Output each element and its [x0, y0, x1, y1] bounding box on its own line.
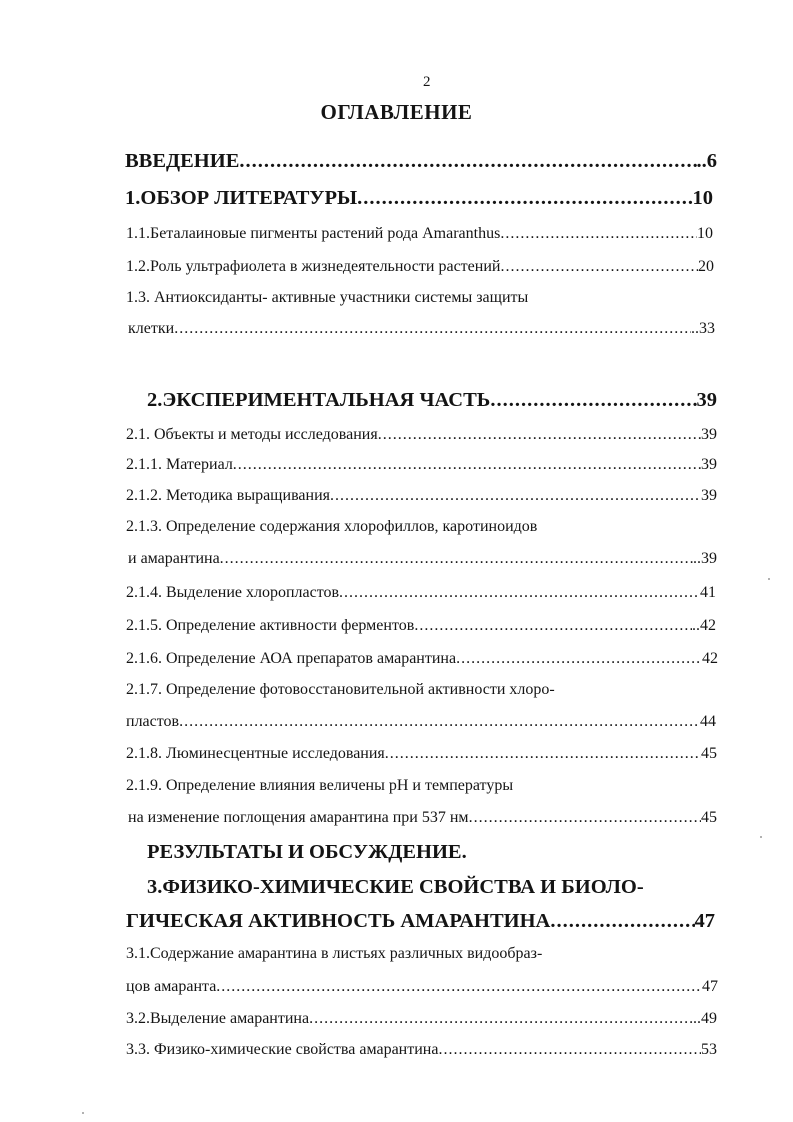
toc-leader-dots — [216, 978, 702, 996]
toc-leader-dots — [414, 617, 692, 635]
toc-entry-2-1-7-line1[interactable]: 2.1.7. Определение фотовосстановительной активности хлоро- — [126, 681, 555, 698]
toc-label: 2.1.1. Материал — [126, 456, 233, 473]
toc-entry-1-1[interactable] — [126, 225, 713, 243]
toc-entry-2-1-4[interactable] — [126, 584, 716, 602]
page-number: 2 — [423, 74, 431, 90]
toc-leader-dots — [174, 320, 691, 338]
toc-label: 3.2.Выделение амарантина — [126, 1010, 310, 1027]
toc-page-number: 39 — [701, 426, 717, 443]
toc-page-number: 42 — [702, 650, 718, 667]
toc-leader-dots — [357, 187, 692, 210]
toc-entry-2-1-3[interactable] — [128, 550, 717, 568]
toc-label: 2.ЭКСПЕРИМЕНТАЛЬНАЯ ЧАСТЬ — [147, 389, 491, 411]
toc-page-number: 47 — [694, 910, 715, 932]
toc-page-number: 20 — [698, 258, 714, 275]
toc-label: 1.2.Роль ультрафиолета в жизнедеятельности растений — [126, 258, 501, 275]
toc-label: ВВЕДЕНИЕ — [125, 150, 240, 172]
toc-entry-2-1-7[interactable] — [126, 713, 716, 731]
toc-label: цов амаранта — [126, 978, 217, 995]
toc-leader-dots — [456, 650, 702, 668]
toc-page-number: 39 — [701, 487, 717, 504]
toc-label: 2.1. Объекты и методы исследования — [126, 426, 378, 443]
toc-entry-1-3-line1[interactable]: 1.3. Антиоксиданты- активные участники системы защиты — [126, 289, 529, 306]
toc-entry-2-1-8[interactable] — [126, 745, 717, 763]
toc-label: на изменение поглощения амарантина при 537 нм — [128, 809, 469, 826]
toc-entry-1-3[interactable] — [128, 320, 715, 338]
toc-leader-dots — [339, 584, 700, 602]
toc-page-number: 41 — [700, 584, 716, 601]
toc-entry-2-1-2[interactable] — [126, 487, 717, 505]
toc-leader-dots — [239, 150, 696, 173]
toc-page-number: 10 — [697, 225, 713, 242]
toc-label: 1.1.Беталаиновые пигменты растений рода Amaranthus — [126, 225, 501, 242]
toc-leader-dots — [490, 389, 696, 412]
toc-page-number: 39 — [696, 389, 717, 411]
scan-speck — [768, 578, 770, 580]
toc-page-number: ..39 — [693, 550, 717, 567]
toc-label: ГИЧЕСКАЯ АКТИВНОСТЬ АМАРАНТИНА — [126, 910, 551, 932]
toc-entry-3-1[interactable] — [126, 978, 718, 996]
toc-entry-3-2[interactable] — [126, 1010, 717, 1028]
toc-entry-chapter-3[interactable] — [126, 910, 715, 933]
toc-page-number: ..49 — [693, 1010, 717, 1027]
toc-label: пластов — [126, 713, 180, 730]
toc-leader-dots — [469, 809, 701, 827]
toc-entry-3-3[interactable] — [126, 1041, 717, 1059]
toc-entry-chapter-1[interactable] — [125, 187, 713, 210]
toc-page-number: 45 — [701, 809, 717, 826]
toc-page-number: 44 — [700, 713, 716, 730]
toc-entry-2-1-6[interactable] — [126, 650, 718, 668]
toc-leader-dots — [330, 487, 701, 505]
toc-page-number: 53 — [701, 1041, 717, 1058]
toc-label: клетки — [128, 320, 175, 337]
toc-label: и амарантина — [128, 550, 220, 567]
toc-page-number: 45 — [701, 745, 717, 762]
scan-speck — [82, 1112, 84, 1114]
toc-entry-chapter-3-line1[interactable]: 3.ФИЗИКО-ХИМИЧЕСКИЕ СВОЙСТВА И БИОЛО- — [147, 876, 644, 898]
toc-label: 3.3. Физико-химические свойства амарантина — [126, 1041, 439, 1058]
page-title: ОГЛАВЛЕНИЕ — [320, 100, 473, 124]
toc-entry-2-1-1[interactable] — [126, 456, 717, 474]
toc-leader-dots — [179, 713, 700, 731]
toc-page-number: 47 — [702, 978, 718, 995]
toc-leader-dots — [220, 550, 693, 568]
toc-entry-2-1-9[interactable] — [128, 809, 717, 827]
toc-entry-1-2[interactable] — [126, 258, 714, 276]
toc-label: 2.1.8. Люминесцентные исследования — [126, 745, 385, 762]
toc-label: 1.ОБЗОР ЛИТЕРАТУРЫ — [125, 187, 358, 209]
toc-entry-2-1-3-line1[interactable]: 2.1.3. Определение содержания хлорофиллов, каротиноидов — [126, 518, 538, 535]
toc-entry-2-1-5[interactable] — [126, 617, 716, 635]
toc-leader-dots — [378, 426, 701, 444]
toc-label: 2.1.2. Методика выращивания — [126, 487, 330, 504]
toc-leader-dots — [438, 1041, 701, 1059]
toc-leader-dots — [500, 225, 697, 243]
toc-leader-dots — [233, 456, 701, 474]
toc-leader-dots — [550, 910, 694, 933]
toc-entry-2-1-9-line1[interactable]: 2.1.9. Определение влияния величены рН и температуры — [126, 777, 514, 794]
toc-page-number: ..6 — [696, 150, 717, 172]
toc-label: 2.1.6. Определение АОА препаратов амарантина — [126, 650, 457, 667]
toc-label: 2.1.4. Выделение хлоропластов — [126, 584, 340, 601]
toc-page-number: 39 — [701, 456, 717, 473]
toc-entry-introduction[interactable] — [125, 150, 717, 173]
toc-leader-dots — [309, 1010, 693, 1028]
toc-page-number: ..42 — [692, 617, 716, 634]
toc-page-number: 10 — [692, 187, 713, 209]
toc-page-number: ..33 — [691, 320, 715, 337]
toc-entry-chapter-2[interactable] — [147, 389, 717, 412]
toc-label: 2.1.5. Определение активности ферментов — [126, 617, 415, 634]
scan-speck — [760, 836, 762, 838]
toc-leader-dots — [385, 745, 701, 763]
toc-entry-2-1[interactable] — [126, 426, 717, 444]
toc-leader-dots — [500, 258, 698, 276]
toc-entry-3-1-line1[interactable]: 3.1.Содержание амарантина в листьях различных видообраз- — [126, 945, 543, 962]
toc-heading-results[interactable]: РЕЗУЛЬТАТЫ И ОБСУЖДЕНИЕ. — [147, 841, 467, 863]
